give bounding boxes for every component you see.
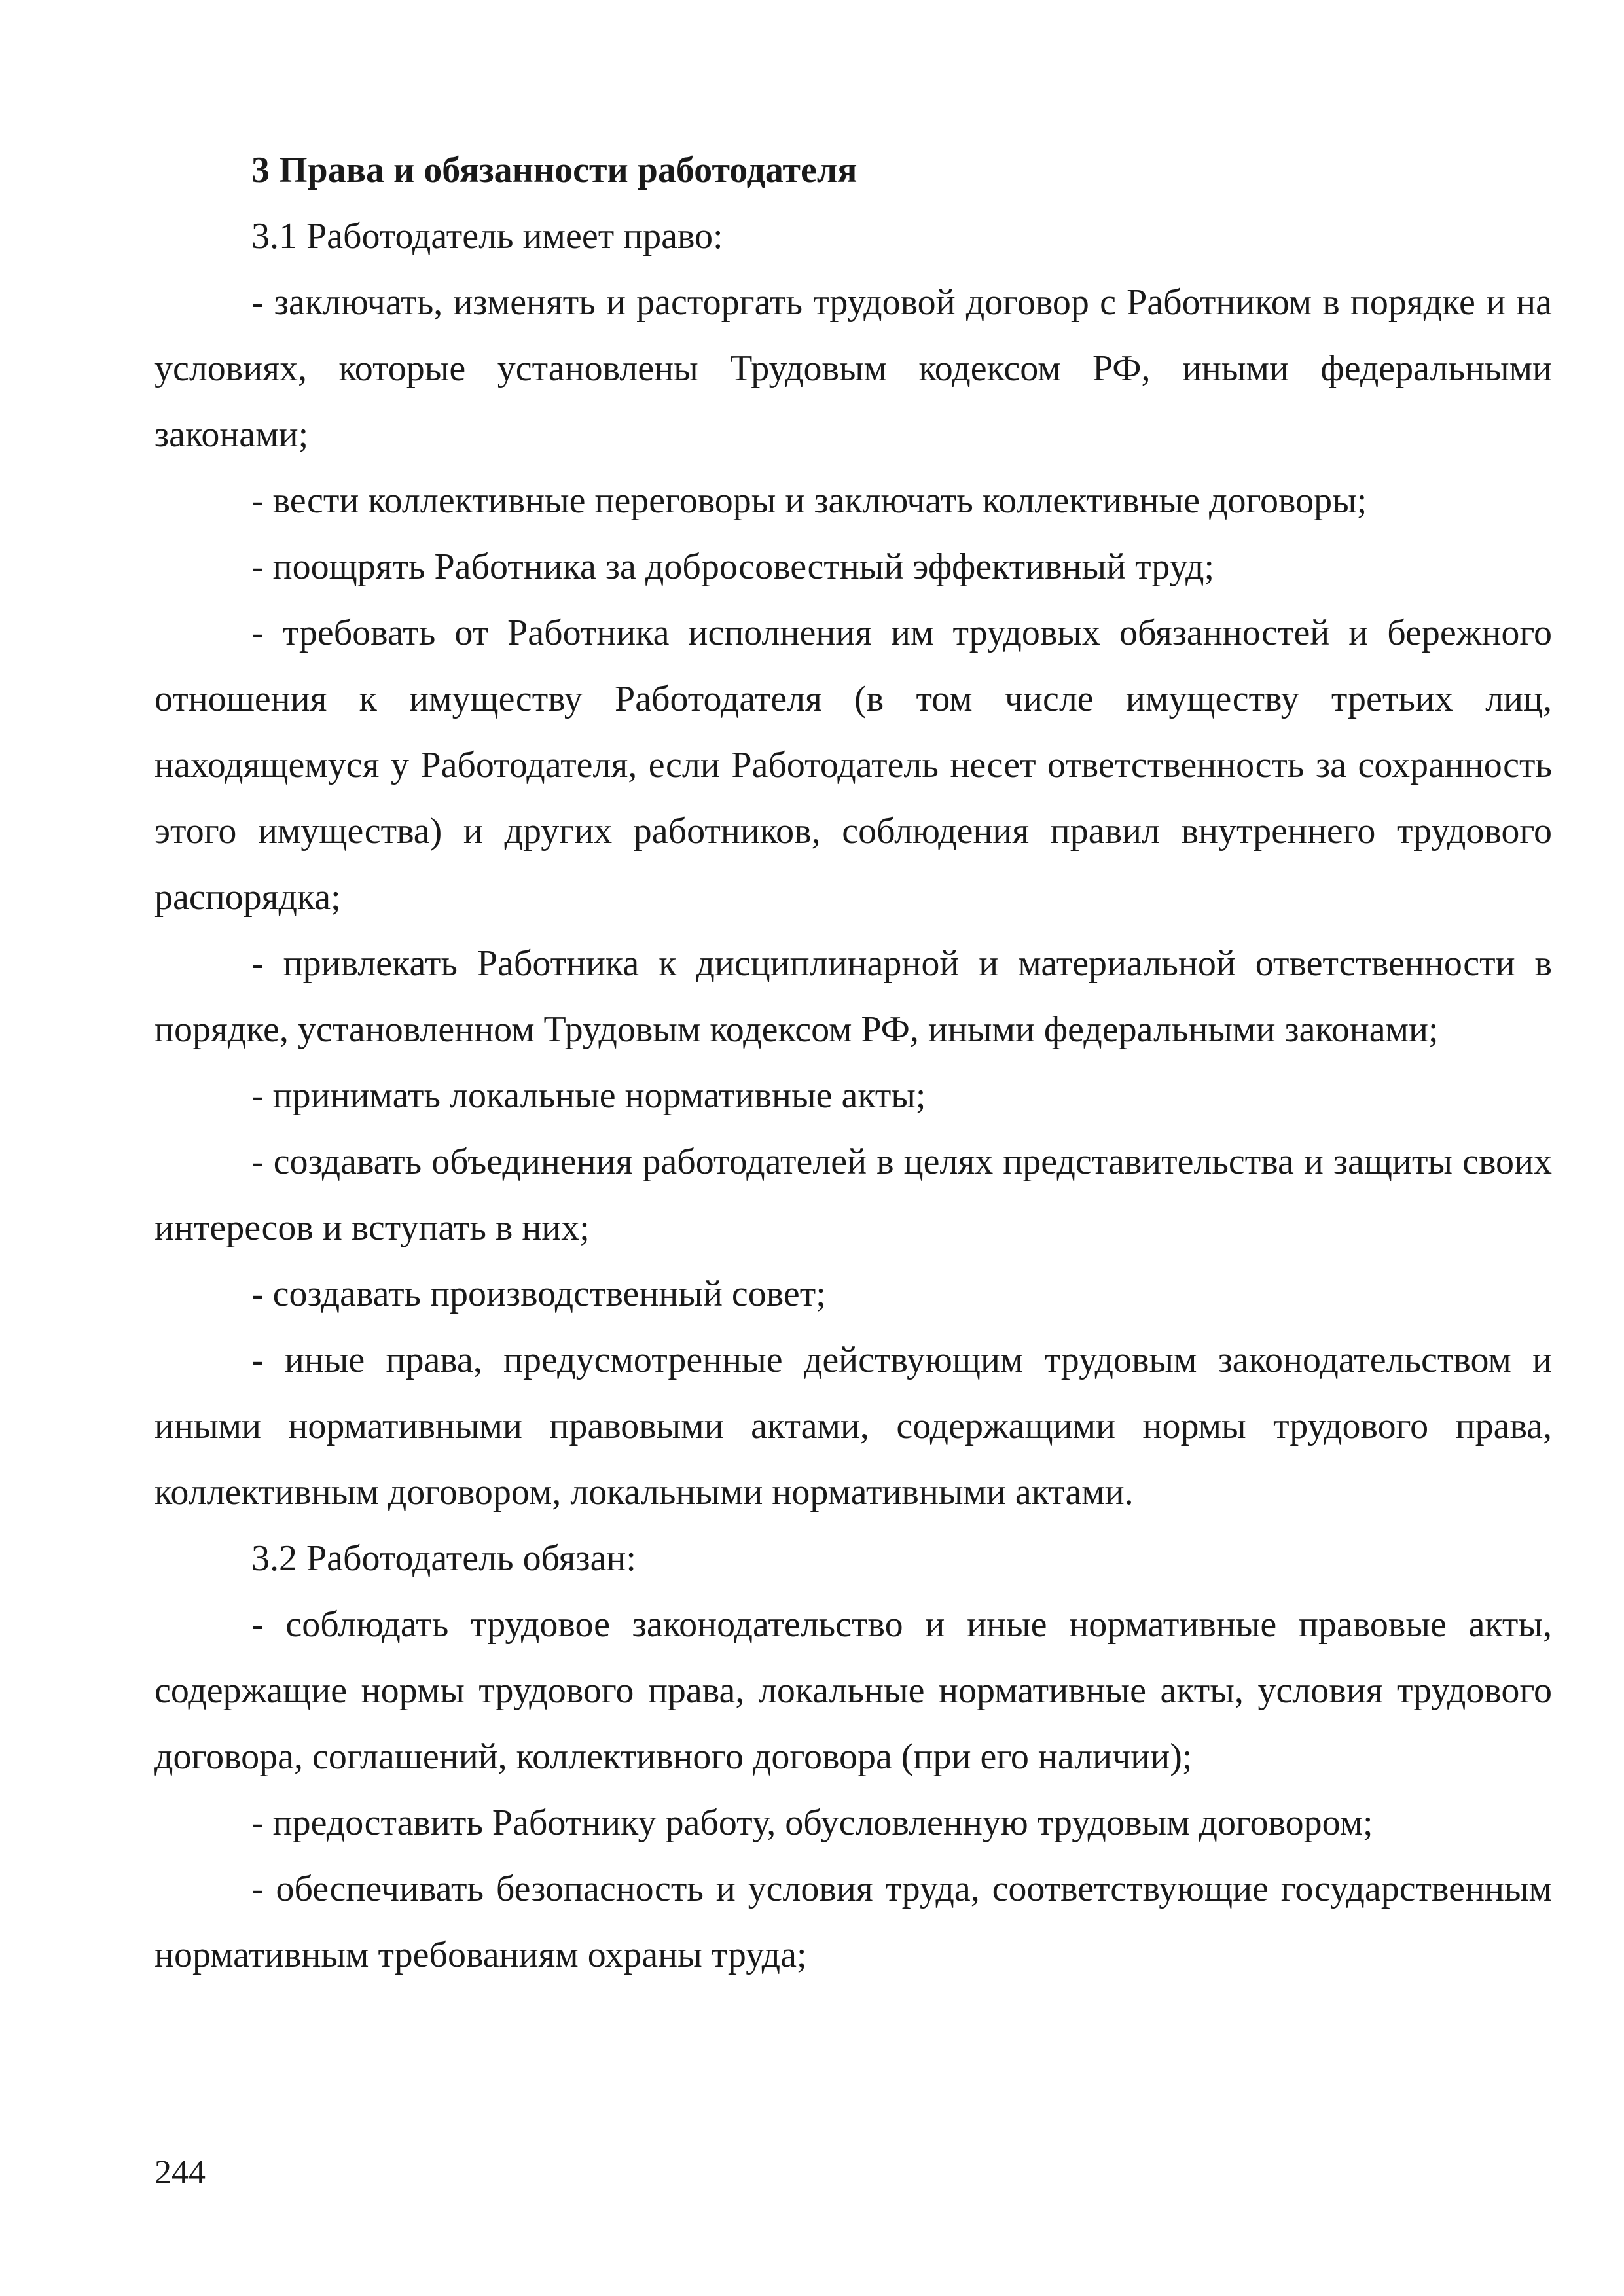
paragraph-right-contracts: - заключать, изменять и расторгать трудовой договор с Работником в порядке и на условиях, которые установлены Трудовым кодексом РФ, иными федеральными законами;: [154, 282, 1552, 455]
paragraph-3-1: 3.1 Работодатель имеет право:: [251, 216, 723, 257]
paragraph-right-council: - создавать производственный совет;: [251, 1274, 826, 1314]
section-title: 3 Права и обязанности работодателя: [251, 150, 857, 190]
paragraph-right-reward: - поощрять Работника за добросовестный эффективный труд;: [251, 547, 1215, 587]
paragraph-right-negotiations: - вести коллективные переговоры и заключать коллективные договоры;: [251, 480, 1367, 521]
paragraph-right-other: - иные права, предусмотренные действующим трудовым законодательством и иными нормативными правовыми актами, содержащими нормы трудового права, коллективным договором, локальными нормативными актами.: [154, 1340, 1552, 1513]
paragraph-right-liability: - привлекать Работника к дисциплинарной и материальной ответственности в порядке, установленном Трудовым кодексом РФ, иными федеральными законами;: [154, 943, 1552, 1050]
page-number: 244: [154, 2154, 206, 2191]
paragraph-3-2: 3.2 Работодатель обязан:: [251, 1538, 636, 1579]
document-body: [154, 137, 1552, 1988]
paragraph-right-associations: - создавать объединения работодателей в целях представительства и защиты своих интересов и вступать в них;: [154, 1141, 1552, 1248]
paragraph-duty-safety: - обеспечивать безопасность и условия труда, соответствующие государственным нормативным требованиям охраны труда;: [154, 1869, 1552, 1975]
paragraph-right-local-acts: - принимать локальные нормативные акты;: [251, 1075, 926, 1116]
paragraph-right-demand: - требовать от Работника исполнения им трудовых обязанностей и бережного отношения к имуществу Работодателя (в том числе имуществу третьих лиц, находящемуся у Работодателя, если Работодатель несет ответственность за сохранность этого имущества) и других работников, соблюдения правил внутреннего трудового распорядка;: [154, 613, 1552, 918]
paragraph-duty-comply: - соблюдать трудовое законодательство и иные нормативные правовые акты, содержащие нормы трудового права, локальные нормативные акты, условия трудового договора, соглашений, коллективного договора (при его наличии);: [154, 1604, 1552, 1777]
paragraph-duty-provide-work: - предоставить Работнику работу, обусловленную трудовым договором;: [251, 1803, 1373, 1843]
